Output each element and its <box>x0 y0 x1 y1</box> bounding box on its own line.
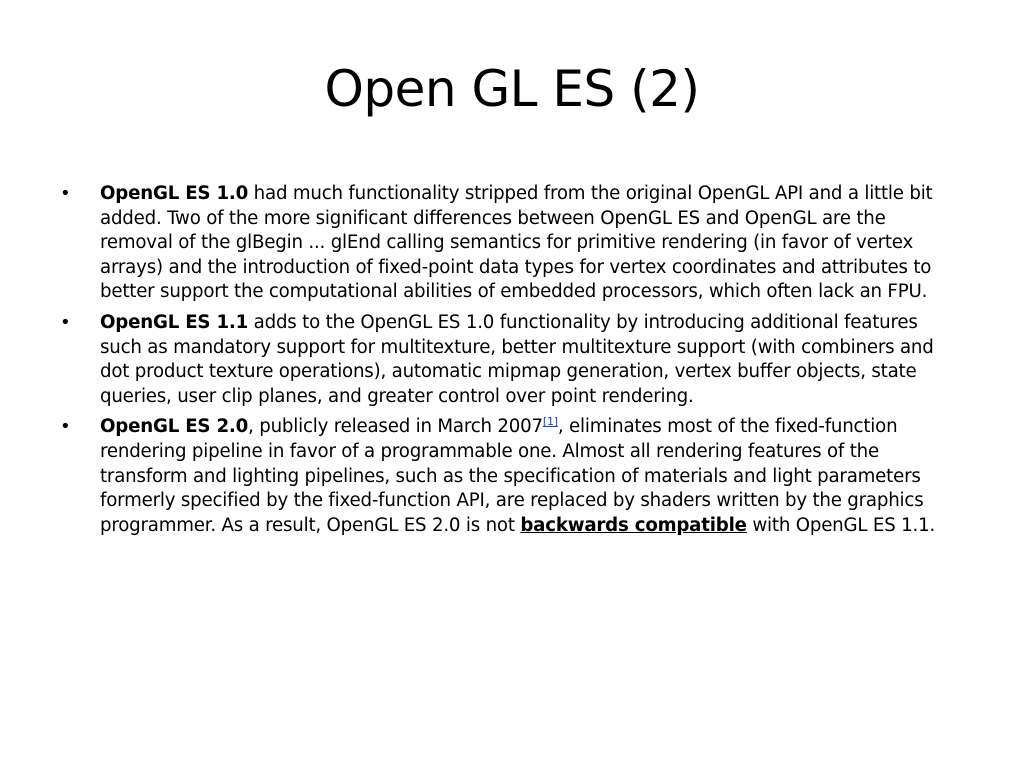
bullet-list <box>60 182 960 544</box>
bullet-marker: • <box>60 416 71 438</box>
bullet-term: OpenGL ES 1.1 <box>100 311 249 333</box>
bullet-marker: • <box>60 311 71 333</box>
reference-link[interactable]: [1] <box>542 415 558 429</box>
bullet-text: , eliminates most of the fixed-function rendering pipeline in favor of a programmable one. Almost all rendering features of the transform and lighting pipelines, such as the specification of materials and light parameters formerly specified by the fixed-function API, are replaced by shaders written by the graphics programmer. As a result, OpenGL ES 2.0 is not <box>100 416 924 536</box>
bullet-text: , publicly released in March 2007 <box>248 416 543 438</box>
bullet-term: OpenGL ES 2.0 <box>100 416 249 438</box>
bullet-marker: • <box>60 183 71 204</box>
bullet-item-es-1-0 <box>60 182 960 305</box>
bullet-item-es-2-0 <box>60 415 960 538</box>
backwards-compatible-link[interactable]: backwards compatible <box>520 514 747 536</box>
bullet-text: with OpenGL ES 1.1. <box>746 514 936 536</box>
bullet-term: OpenGL ES 1.0 <box>100 183 249 204</box>
bullet-item-es-1-1 <box>60 311 960 409</box>
bullet-text: had much functionality stripped from the original OpenGL API and a little bit added. Two of the more significant differences between OpenGL ES and OpenGL are the removal of the glBegin ... glEnd calling semantics for primitive rendering (in favor of vertex arrays) and the introduction of fixed-point data types for vertex coordinates and attributes to better support the computational abilities of embedded processors, which often lack an FPU. <box>100 183 933 303</box>
slide-title: Open GL ES (2) <box>324 60 700 118</box>
bullet-text: adds to the OpenGL ES 1.0 functionality by introducing additional features such as mandatory support for multitexture, better multitexture support (with combiners and dot product texture operations), automatic mipmap generation, vertex buffer objects, state queries, user clip planes, and greater control over point rendering. <box>100 311 934 407</box>
